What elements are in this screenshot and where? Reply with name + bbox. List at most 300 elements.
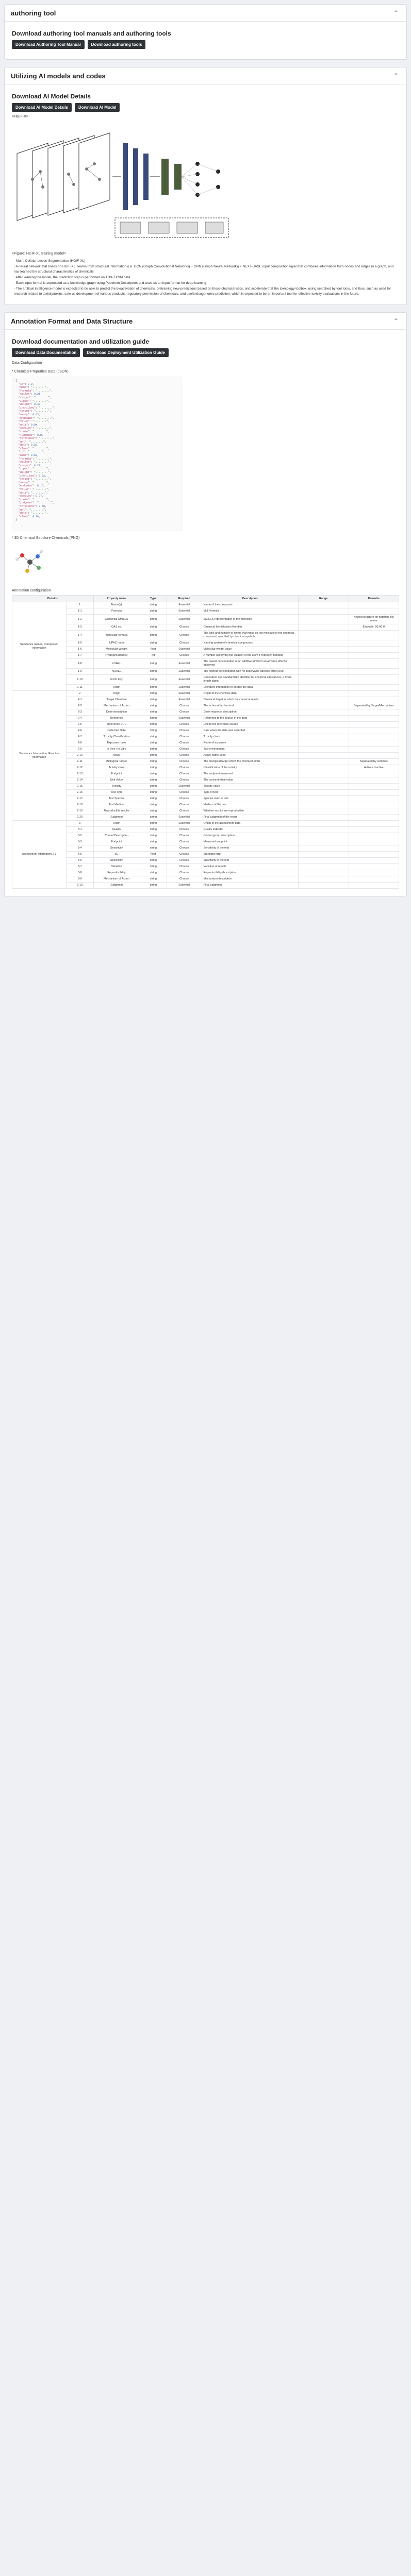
chevron-up-icon[interactable]: ⌃: [393, 317, 399, 325]
table-cell: 3: [67, 821, 94, 827]
annotation-section-title: Download documentation and utilization guide: [12, 338, 149, 345]
table-row: [12, 821, 399, 827]
table-cell: Choose: [167, 858, 202, 864]
table-cell: 2-20: [67, 815, 94, 821]
authoring-section-title: Download authoring tool manuals and authoring tools: [12, 30, 171, 37]
table-cell: string: [140, 709, 167, 716]
table-cell: Active / Inactive: [349, 765, 399, 771]
table-cell: Essential: [167, 821, 202, 827]
table-cell: [349, 659, 399, 669]
bullet-item: - Main: Cellular Lesion Segmentation (HGIF-XL): [14, 259, 86, 263]
table-row: [12, 653, 399, 659]
table-cell: Choose: [167, 777, 202, 784]
table-cell: [299, 703, 349, 709]
header-cell: Range: [299, 596, 349, 602]
table-cell: 2-15: [67, 784, 94, 790]
table-row: [12, 747, 399, 753]
table-cell: LOAEL: [93, 659, 140, 669]
chevron-up-icon[interactable]: ⌃: [393, 72, 399, 79]
table-cell: 3-7: [67, 864, 94, 870]
table-cell: 1-5: [67, 640, 94, 647]
table-cell: [349, 747, 399, 753]
table-row: [12, 640, 399, 647]
table-cell: In Vivo / In Vitro: [93, 747, 140, 753]
table-cell: [349, 640, 399, 647]
model-architecture-diagram: [12, 123, 239, 246]
table-cell: string: [140, 740, 167, 747]
table-row: [12, 685, 399, 691]
table-row: [12, 771, 399, 777]
table-cell: [349, 740, 399, 747]
table-cell: [299, 784, 349, 790]
header-cell: Type: [140, 596, 167, 602]
table-cell: string: [140, 845, 167, 852]
table-cell: int: [140, 653, 167, 659]
table-cell: Choose: [167, 709, 202, 716]
table-cell: 2-9: [67, 747, 94, 753]
annotation-table: [12, 595, 399, 889]
header-cell: Required: [167, 596, 202, 602]
table-cell: Choose: [167, 740, 202, 747]
table-row: [12, 703, 399, 709]
table-cell: Endpoint: [93, 771, 140, 777]
authoring-panel: [4, 4, 407, 60]
table-cell: [299, 615, 349, 624]
authoring-panel-header[interactable]: [5, 5, 406, 22]
table-cell: 1-10: [67, 675, 94, 685]
table-cell: Assay name used: [202, 753, 299, 759]
table-cell: [299, 647, 349, 653]
table-cell: 1-4: [67, 631, 94, 640]
table-cell: The lowest concentration of an additive at which an adverse effect is observed: [202, 659, 299, 669]
table-cell: [299, 631, 349, 640]
table-cell: [349, 697, 399, 703]
table-cell: [299, 691, 349, 697]
table-row: [12, 728, 399, 734]
table-cell: Toxicity value: [202, 784, 299, 790]
table-cell: Control Description: [93, 833, 140, 839]
table-cell: The type and number of atoms that make up the molecule in the chemical compound, specified by chemical symbols: [202, 631, 299, 640]
table-cell: Exposure route: [93, 740, 140, 747]
table-row: [12, 675, 399, 685]
table-cell: string: [140, 858, 167, 864]
table-cell: [349, 883, 399, 889]
table-cell: Dose-response description: [202, 709, 299, 716]
table-cell: Unit Value: [93, 777, 140, 784]
table-cell: [299, 759, 349, 765]
table-cell: 2-8: [67, 740, 94, 747]
table-cell: string: [140, 815, 167, 821]
table-row: [12, 876, 399, 883]
table-row: [12, 784, 399, 790]
table-cell: Name of the compound: [202, 602, 299, 608]
table-cell: Judgment: [93, 883, 140, 889]
table-cell: CAS no.: [93, 624, 140, 631]
table-cell: float: [140, 852, 167, 858]
table-cell: The biological target which the chemical binds: [202, 759, 299, 765]
table-cell: Naming system of chemical compounds: [202, 640, 299, 647]
table-row: [12, 697, 399, 703]
table-cell: Separated by commas: [349, 759, 399, 765]
figure-caption: <Figure: HGIF-XL training model>: [12, 252, 67, 256]
table-cell: Mechanism description: [202, 876, 299, 883]
table-cell: [299, 827, 349, 833]
table-cell: Choose: [167, 864, 202, 870]
table-cell: 2-7: [67, 734, 94, 740]
table-cell: Final judgment: [202, 883, 299, 889]
table-row: [12, 740, 399, 747]
category-cell: Substance names, Component Information: [12, 602, 67, 691]
table-cell: Origin of the chemical data: [202, 691, 299, 697]
table-cell: 3-10: [67, 883, 94, 889]
table-cell: 1-3: [67, 624, 94, 631]
table-cell: Choose: [167, 839, 202, 845]
model-description: [12, 259, 399, 297]
table-cell: [349, 602, 399, 608]
table-cell: Reproducibility: [93, 870, 140, 876]
category-cell: Substance Information, Reactive Information: [12, 691, 67, 821]
table-cell: string: [140, 734, 167, 740]
json-label: * Chemical Properties Data (JSON): [12, 370, 69, 374]
table-cell: [349, 858, 399, 864]
table-cell: string: [140, 631, 167, 640]
header-cell: Description: [202, 596, 299, 602]
header-cell: Property name: [93, 596, 140, 602]
models-panel-header[interactable]: [5, 67, 406, 84]
table-cell: string: [140, 802, 167, 808]
table-cell: string: [140, 796, 167, 802]
table-cell: string: [140, 876, 167, 883]
models-panel: [4, 67, 407, 305]
table-cell: string: [140, 790, 167, 796]
table-cell: string: [140, 716, 167, 722]
table-cell: string: [140, 883, 167, 889]
download-authoring-tools-button[interactable]: Download authoring tools: [88, 40, 146, 49]
table-cell: molecular formula: [93, 631, 140, 640]
table-cell: Essential: [167, 669, 202, 675]
table-cell: Specificity: [93, 858, 140, 864]
table-cell: [299, 815, 349, 821]
table-cell: Essential: [167, 815, 202, 821]
table-cell: 3-4: [67, 845, 94, 852]
table-cell: [299, 728, 349, 734]
table-cell: [349, 777, 399, 784]
table-cell: [299, 790, 349, 796]
table-row: [12, 883, 399, 889]
table-cell: 3-3: [67, 839, 94, 845]
table-row: [12, 815, 399, 821]
table-cell: [299, 624, 349, 631]
table-row: [12, 709, 399, 716]
table-cell: 2-11: [67, 759, 94, 765]
table-cell: string: [140, 808, 167, 815]
table-cell: Test Species: [93, 796, 140, 802]
table-row: [12, 615, 399, 624]
bullet-item: : After learning the model, the prediction step is performed on TOX-TXSM data: [14, 276, 130, 279]
table-cell: Choose: [167, 765, 202, 771]
table-cell: [349, 870, 399, 876]
table-row: [12, 839, 399, 845]
table-cell: 2-5: [67, 722, 94, 728]
table-cell: Choose: [167, 870, 202, 876]
table-cell: [299, 808, 349, 815]
table-cell: Link to the reference source: [202, 722, 299, 728]
table-cell: Choose: [167, 728, 202, 734]
table-cell: Chemical target to which the chemical reacts: [202, 697, 299, 703]
table-cell: Variation: [93, 864, 140, 870]
table-row: [12, 852, 399, 858]
annotation-panel-header[interactable]: [5, 313, 406, 330]
table-cell: Choose: [167, 631, 202, 640]
table-cell: [299, 697, 349, 703]
table-cell: Test Type: [93, 790, 140, 796]
table-cell: string: [140, 753, 167, 759]
table-cell: 2-2: [67, 703, 94, 709]
table-cell: [299, 771, 349, 777]
table-cell: [349, 709, 399, 716]
table-cell: The highest concentration with no observable adverse effect level: [202, 669, 299, 675]
table-cell: string: [140, 864, 167, 870]
table-cell: Mechanism of Action: [93, 876, 140, 883]
table-cell: Assay: [93, 753, 140, 759]
table-cell: [349, 753, 399, 759]
table-cell: IUPAC name: [93, 640, 140, 647]
table-cell: 1-2: [67, 615, 94, 624]
table-cell: [349, 845, 399, 852]
table-cell: Essential: [167, 691, 202, 697]
table-cell: [299, 839, 349, 845]
table-cell: [299, 765, 349, 771]
table-cell: The action of a chemical: [202, 703, 299, 709]
table-cell: 3-8: [67, 870, 94, 876]
table-cell: Type of test: [202, 790, 299, 796]
table-cell: NOAEL: [93, 669, 140, 675]
table-cell: Dependent and standardized identifier for chemical substances, a fixed-length digest: [202, 675, 299, 685]
table-cell: [349, 784, 399, 790]
download-authoring-manual-button[interactable]: Download Authoring Tool Manual: [12, 40, 85, 49]
table-cell: [299, 852, 349, 858]
table-row: [12, 669, 399, 675]
annotation-panel: [4, 312, 407, 896]
table-cell: InChI Key: [93, 675, 140, 685]
table-row: [12, 796, 399, 802]
table-cell: [349, 691, 399, 697]
table-cell: [299, 753, 349, 759]
table-cell: [349, 685, 399, 691]
table-cell: [299, 716, 349, 722]
figure-label: <HGIF-X>: [12, 115, 28, 118]
table-cell: Toxicity Classification: [93, 734, 140, 740]
table-cell: Medium of the test: [202, 802, 299, 808]
table-cell: [349, 808, 399, 815]
table-cell: 3-2: [67, 833, 94, 839]
table-cell: [349, 653, 399, 659]
table-cell: [349, 833, 399, 839]
table-cell: The concentration value: [202, 777, 299, 784]
table-row: [12, 864, 399, 870]
table-cell: Choose: [167, 771, 202, 777]
table-cell: Molecular Weight: [93, 647, 140, 653]
table-cell: [299, 709, 349, 716]
table-cell: Choose: [167, 747, 202, 753]
table-cell: 1-1: [67, 608, 94, 615]
table-row: [12, 734, 399, 740]
table-cell: Choose: [167, 827, 202, 833]
table-cell: [349, 815, 399, 821]
table-cell: string: [140, 703, 167, 709]
table-cell: string: [140, 821, 167, 827]
table-cell: [299, 747, 349, 753]
table-cell: string: [140, 759, 167, 765]
table-cell: Species used in test: [202, 796, 299, 802]
table-cell: Sensitivity: [93, 845, 140, 852]
table-cell: string: [140, 771, 167, 777]
table-cell: Chemical Identification Number: [202, 624, 299, 631]
table-cell: Literature information to source the data: [202, 685, 299, 691]
table-cell: The endpoint measured: [202, 771, 299, 777]
download-model-details-button[interactable]: Download AI Model Details: [12, 103, 72, 112]
table-cell: string: [140, 870, 167, 876]
bullet-item: - The artificial intelligence model is expected to be able to predict the bioactivation of chemicals, pretraining new predictions based on those characteristics, and accelerate that the toxicology toolbox, using searched by tool tools, and thus, such as used for research related to toxicity/toxins, safe as development of various products, regulatory permission of chemicals, and use/toxicogenomic prediction, which is expected to be an important tool for effective toxicity evaluations in the future.: [14, 287, 391, 296]
table-row: [12, 716, 399, 722]
table-cell: string: [140, 747, 167, 753]
table-cell: Formula: [93, 608, 140, 615]
table-cell: 2-16: [67, 790, 94, 796]
table-row: [12, 808, 399, 815]
table-cell: [299, 734, 349, 740]
table-cell: string: [140, 777, 167, 784]
table-cell: [349, 852, 399, 858]
table-cell: Choose: [167, 845, 202, 852]
table-cell: Origin: [93, 821, 140, 827]
table-cell: Target Chemical: [93, 697, 140, 703]
table-cell: Essential: [167, 659, 202, 669]
table-cell: SE: [93, 852, 140, 858]
table-cell: SMILES representation of the molecule: [202, 615, 299, 624]
table-cell: string: [140, 624, 167, 631]
table-cell: 2-14: [67, 777, 94, 784]
config-label: Data Configuration: [12, 361, 42, 365]
table-cell: string: [140, 728, 167, 734]
table-cell: 1: [67, 602, 94, 608]
table-cell: Collected Date: [93, 728, 140, 734]
table-cell: [299, 653, 349, 659]
table-cell: Dose description: [93, 709, 140, 716]
table-cell: 2-18: [67, 802, 94, 808]
table-cell: [349, 821, 399, 827]
table-cell: 2-19: [67, 808, 94, 815]
table-cell: Essential: [167, 716, 202, 722]
table-cell: [349, 802, 399, 808]
table-cell: Choose: [167, 653, 202, 659]
table-row: [12, 858, 399, 864]
table-cell: [349, 876, 399, 883]
table-cell: [299, 845, 349, 852]
table-cell: [349, 716, 399, 722]
download-guide-button[interactable]: Download Deployment Utilization Guide: [83, 348, 169, 357]
table-cell: Quality: [93, 827, 140, 833]
table-cell: Choose: [167, 640, 202, 647]
table-row: [12, 659, 399, 669]
table-cell: Canonical SMILES: [93, 615, 140, 624]
table-row: [12, 870, 399, 876]
annotation-panel-title: Annotation Format and Data Structure: [11, 317, 133, 325]
table-cell: [349, 771, 399, 777]
table-cell: [349, 827, 399, 833]
table-cell: Choose: [167, 802, 202, 808]
table-cell: A number specifying the location of the atom's hydrogen bonding: [202, 653, 299, 659]
table-cell: [299, 777, 349, 784]
table-cell: Specificity of the test: [202, 858, 299, 864]
table-cell: Origin: [93, 685, 140, 691]
table-cell: 3-6: [67, 858, 94, 864]
table-cell: Whether results are reproducible: [202, 808, 299, 815]
table-cell: 2-3: [67, 709, 94, 716]
table-cell: [299, 685, 349, 691]
table-cell: 3-5: [67, 852, 94, 858]
table-cell: Origin of the assessment data: [202, 821, 299, 827]
table-cell: Essential: [167, 675, 202, 685]
table-cell: Nested structure for notation, file name: [349, 615, 399, 624]
table-cell: Choose: [167, 753, 202, 759]
table-cell: 3-9: [67, 876, 94, 883]
table-cell: [299, 870, 349, 876]
table-cell: Hydrogen bond(s): [93, 653, 140, 659]
table-row: [12, 602, 399, 608]
table-cell: Judgment: [93, 815, 140, 821]
models-panel-title: Utilizing AI models and codes: [11, 72, 106, 80]
table-cell: string: [140, 685, 167, 691]
table-cell: Toxicity: [93, 784, 140, 790]
table-cell: string: [140, 827, 167, 833]
table-cell: string: [140, 765, 167, 771]
chevron-up-icon[interactable]: ⌃: [393, 9, 399, 16]
table-row: [12, 608, 399, 615]
category-cell: Assessment information 2-3: [12, 821, 67, 889]
table-cell: Choose: [167, 833, 202, 839]
table-cell: string: [140, 833, 167, 839]
bullet-item: - Each input format is expressed as a knowledge graph using Pubchem Descriptors and used as an input format for deep learning: [14, 281, 206, 285]
table-cell: [299, 675, 349, 685]
table-cell: [299, 640, 349, 647]
table-cell: 1-6: [67, 647, 94, 653]
table-row: [12, 845, 399, 852]
models-section-title: Download AI Model Details: [12, 93, 91, 100]
table-cell: [299, 602, 349, 608]
download-documentation-button[interactable]: Download Data Documentation: [12, 348, 80, 357]
download-model-button[interactable]: Download AI Model: [75, 103, 120, 112]
table-cell: string: [140, 722, 167, 728]
table-cell: Choose: [167, 796, 202, 802]
table-cell: Route of exposure: [202, 740, 299, 747]
table-cell: Reproducibility description: [202, 870, 299, 876]
table-row: [12, 624, 399, 631]
table-cell: [349, 631, 399, 640]
table-row: [12, 765, 399, 771]
table-cell: Essential: [167, 647, 202, 653]
table-row: [12, 827, 399, 833]
table-cell: string: [140, 691, 167, 697]
table-cell: Test environment: [202, 747, 299, 753]
table-cell: [349, 790, 399, 796]
table-cell: string: [140, 697, 167, 703]
table-cell: Essential: [167, 602, 202, 608]
table-cell: [299, 740, 349, 747]
table-cell: string: [140, 669, 167, 675]
table-cell: Reference URL: [93, 722, 140, 728]
table-cell: float: [140, 647, 167, 653]
table-cell: 2-17: [67, 796, 94, 802]
